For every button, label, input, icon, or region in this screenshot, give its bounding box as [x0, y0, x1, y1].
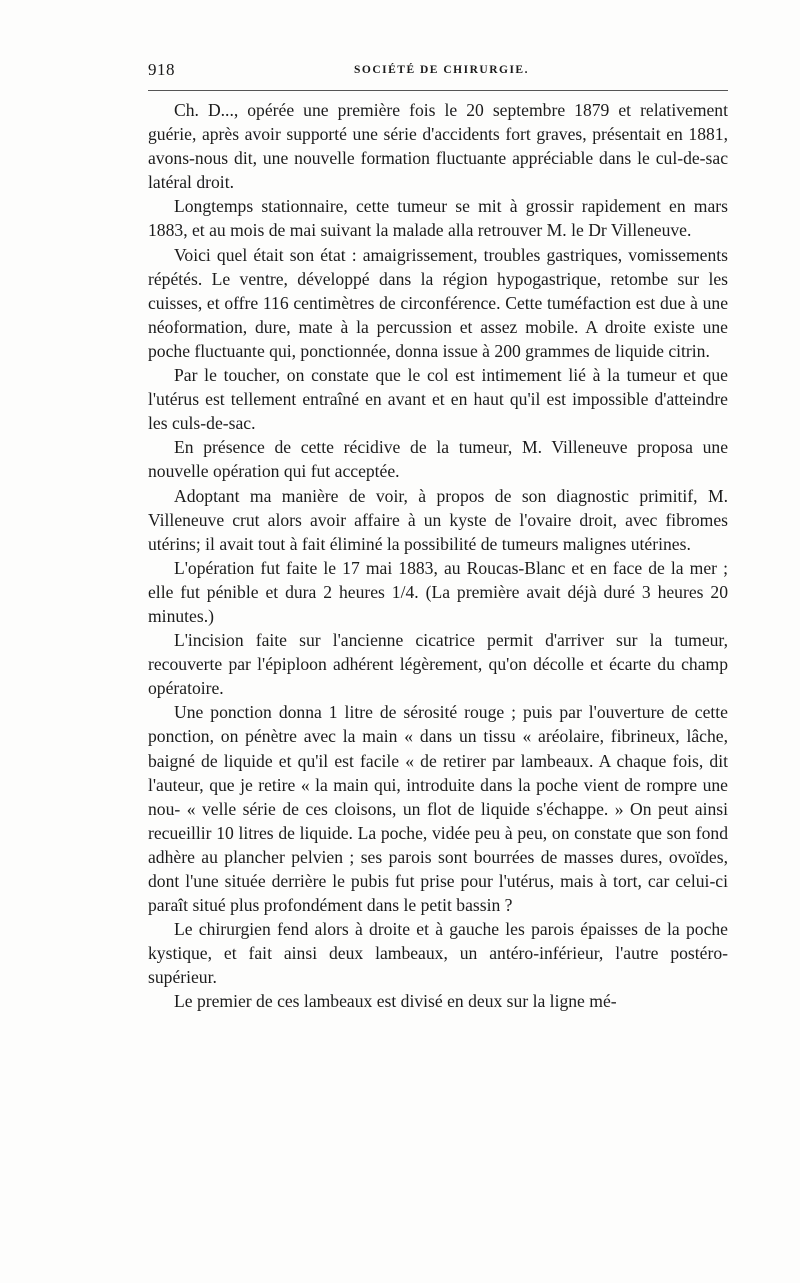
paragraph: Le premier de ces lambeaux est divisé en deux sur la ligne mé-: [174, 991, 617, 1012]
paragraph: L'opération fut faite le 17 mai 1883, au Roucas-Blanc et en face de la mer ; elle fut pénible et dura 2 heures 1/4. (La première avait déjà duré 3 heures 20 minutes.): [148, 557, 728, 626]
paragraph: L'incision faite sur l'ancienne cicatrice permit d'arriver sur la tumeur, recouverte par l'épiploon adhérent légèrement, qu'on décolle et écarte du champ opératoire.: [148, 630, 728, 699]
paragraph: Voici quel était son état : amaigrissement, troubles gastriques, vomissements répétés. Le ventre, développé dans la région hypogastrique, retombe sur les cuisses, et offre 116 centimètres de circonférence. Cette tuméfaction est due à une néoformation, dure, mate à la percussion et assez mobile. A droite existe une poche fluctuante qui, ponctionnée, donna issue à 200 grammes de liquide citrin.: [148, 244, 728, 361]
paragraph: Le chirurgien fend alors à droite et à gauche les parois épaisses de la poche kystique, et fait ainsi deux lambeaux, un antéro-inférieur, l'autre postéro-supérieur.: [148, 919, 728, 988]
header-rule: [148, 90, 728, 91]
paragraph: Ch. D..., opérée une première fois le 20 septembre 1879 et relativement guérie, après avoir supporté une série d'accidents fort graves, présentait en 1881, avons-nous dit, une nouvelle formation fluctuante appréciable dans le cul-de-sac latéral droit.: [148, 100, 728, 193]
paragraph: Par le toucher, on constate que le col est intimement lié à la tumeur et que l'utérus est tellement entraîné en avant et en haut qu'il est impossible d'atteindre les culs-de-sac.: [148, 365, 728, 434]
paragraph: Une ponction donna 1 litre de sérosité rouge ; puis par l'ouverture de cette ponction, on pénètre avec la main « dans un tissu « aréolaire, fibrineux, lâche, baigné de liquide et qu'il est facile « de retirer par lambeaux. A chaque fois, dit l'auteur, que je retire « la main qui, introduite dans la poche vient de rompre une nou- « velle série de ces cloisons, un flot de liquide s'échappe. » On peut ainsi recueillir 10 litres de liquide. La poche, vidée peu à peu, on constate que son fond adhère au plancher pelvien ; ses parois sont bourrées de masses dures, ovoïdes, dont l'une située derrière le pubis fut prise pour l'utérus, mais à tort, car celui-ci paraît situé plus profondément dans le petit bassin ?: [148, 702, 728, 916]
body-text: [148, 98, 728, 1014]
section-title: SOCIÉTÉ DE CHIRURGIE.: [354, 64, 529, 76]
paragraph: Adoptant ma manière de voir, à propos de son diagnostic primitif, M. Villeneuve crut alors avoir affaire à un kyste de l'ovaire droit, avec fibromes utérins; il avait tout à fait éliminé la possibilité de tumeurs malignes utérines.: [148, 485, 728, 554]
running-head: [148, 60, 728, 84]
page-number: 918: [148, 60, 175, 79]
paragraph: En présence de cette récidive de la tumeur, M. Villeneuve proposa une nouvelle opération qui fut acceptée.: [148, 437, 728, 482]
paragraph: Longtemps stationnaire, cette tumeur se mit à grossir rapidement en mars 1883, et au mois de mai suivant la malade alla retrouver M. le Dr Villeneuve.: [148, 196, 728, 241]
